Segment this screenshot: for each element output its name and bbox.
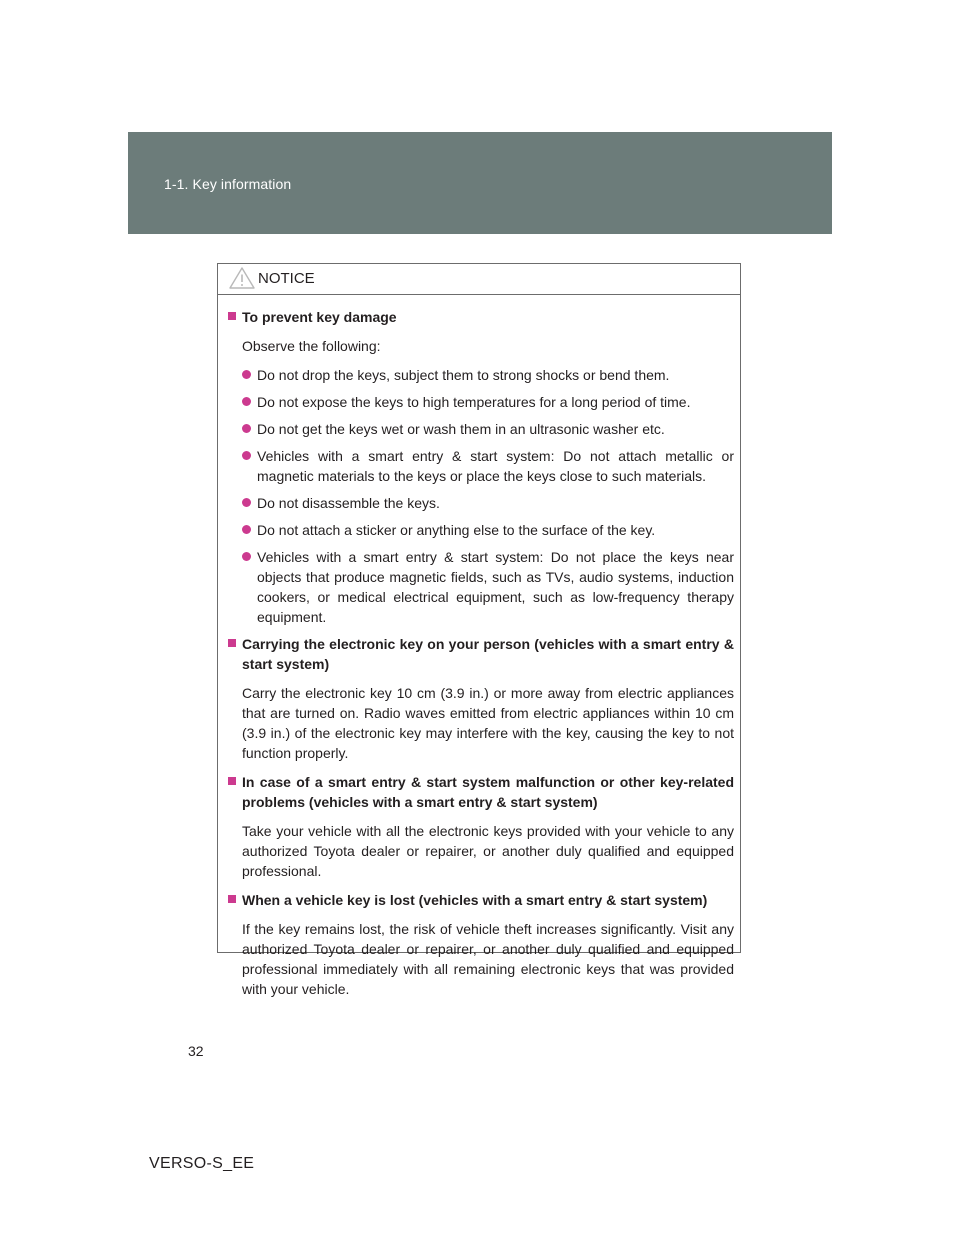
section-title: 1-1. Key information [164,176,292,192]
round-bullet-icon [242,451,251,460]
section-heading: Carrying the electronic key on your person (vehicles with a smart entry & start system) [228,634,734,674]
notice-title: NOTICE [258,270,315,287]
notice-box [217,263,741,997]
list-item: Do not get the keys wet or wash them in an ultrasonic washer etc. [228,419,734,439]
square-bullet-icon [228,639,236,647]
square-bullet-icon [228,895,236,903]
list-item: Do not attach a sticker or anything else to the surface of the key. [228,520,734,540]
list-item: Do not drop the keys, subject them to strong shocks or bend them. [228,365,734,385]
round-bullet-icon [242,397,251,406]
notice-header [218,264,740,295]
round-bullet-icon [242,552,251,561]
notice-section-carrying-key [228,634,734,763]
section-heading: When a vehicle key is lost (vehicles with a smart entry & start system) [228,890,734,910]
list-item: Vehicles with a smart entry & start system: Do not attach metallic or magnetic materials to the keys or place the keys close to such materials. [228,446,734,486]
section-intro: Observe the following: [242,338,381,354]
section-heading: In case of a smart entry & start system malfunction or other key-related problems (vehicles with a smart entry & start system) [228,772,734,812]
round-bullet-icon [242,424,251,433]
list-item: Vehicles with a smart entry & start system: Do not place the keys near objects that produce magnetic fields, such as TVs, audio systems, induction cookers, or medical electrical equipment, such as low-frequency therapy equipment. [228,547,734,627]
square-bullet-icon [228,777,236,785]
round-bullet-icon [242,370,251,379]
list-item: Do not disassemble the keys. [228,493,734,513]
section-text: Take your vehicle with all the electronic keys provided with your vehicle to any authorized Toyota dealer or repairer, or another duly qualified and equipped professional. [242,823,734,879]
square-bullet-icon [228,312,236,320]
notice-section-malfunction [228,772,734,881]
document-code: VERSO-S_EE [149,1155,255,1172]
warning-triangle-icon [228,266,256,290]
section-text: Carry the electronic key 10 cm (3.9 in.) or more away from electric appliances that are turned on. Radio waves emitted from electric appliances within 10 cm (3.9 in.) of the electronic key may interfere with the key, causing the key to not function properly. [242,685,734,761]
section-text: If the key remains lost, the risk of vehicle theft increases significantly. Visit any authorized Toyota dealer or repairer, or another duly qualified and equipped professional immediately with all remaining electronic keys that was provided with your vehicle. [242,921,734,997]
notice-section-key-lost [228,890,734,999]
round-bullet-icon [242,498,251,507]
notice-body [218,295,740,999]
notice-section-key-damage [228,307,734,627]
bullet-list [228,365,734,627]
section-header-band [128,132,832,234]
page-number: 32 [188,1043,204,1059]
section-heading: To prevent key damage [228,307,734,327]
round-bullet-icon [242,525,251,534]
list-item: Do not expose the keys to high temperatures for a long period of time. [228,392,734,412]
